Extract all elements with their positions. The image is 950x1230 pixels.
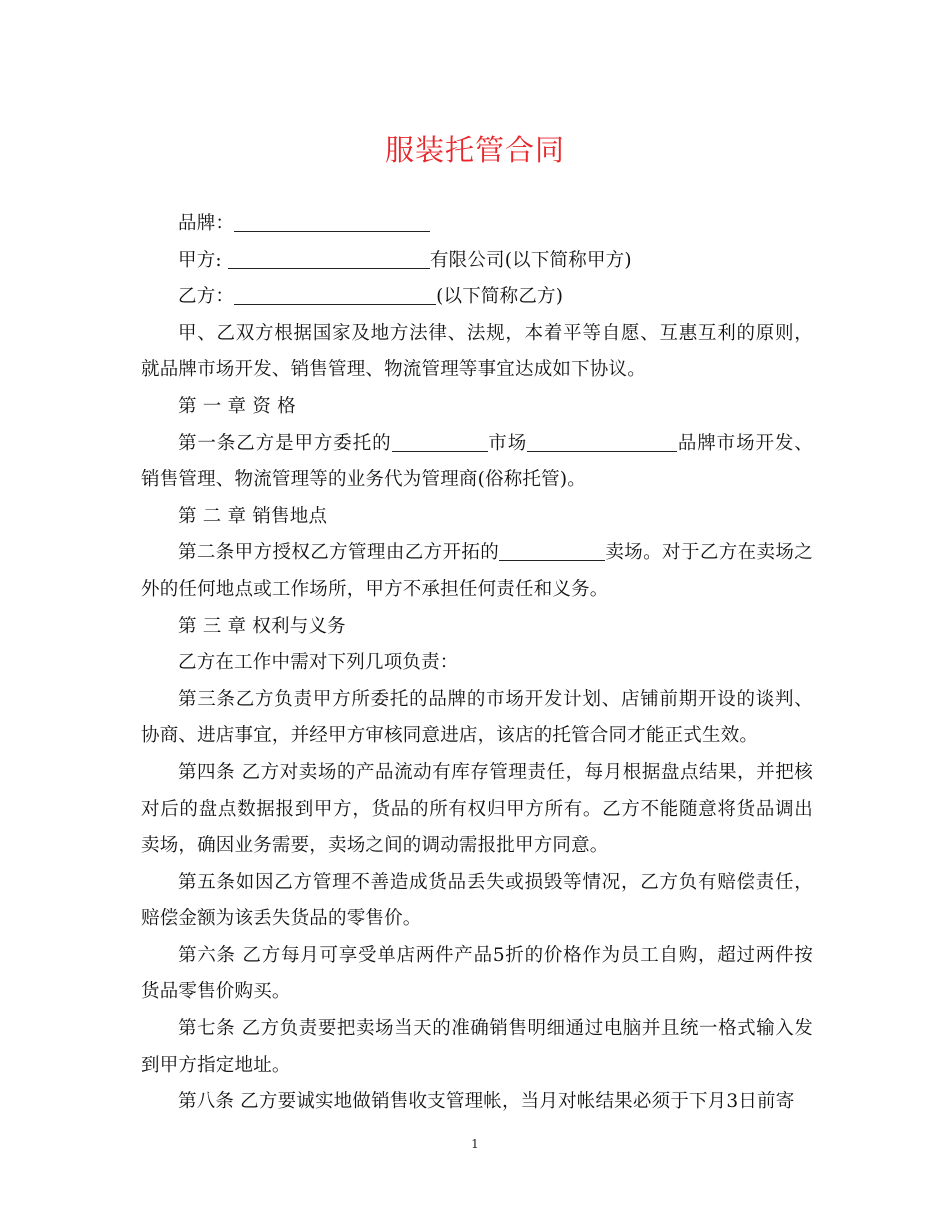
article-8: 第八条 乙方要诚实地做销售收支管理帐，当月对帐结果必须于下月3日前寄 bbox=[178, 1091, 795, 1113]
article-1-text-c: 品牌市场开发、销售管理、物流管理等的业务代为管理商(俗称托管)。 bbox=[141, 432, 814, 491]
party-a-suffix: 有限公司(以下简称甲方) bbox=[429, 249, 632, 271]
party-b-blank bbox=[234, 284, 436, 305]
page-number: 1 bbox=[471, 1137, 479, 1151]
article-4: 第四条 乙方对卖场的产品流动有库存管理责任，每月根据盘点结果，并把核对后的盘点数据报到甲方，货品的所有权归甲方所有。乙方不能随意将货品调出卖场，确因业务需要，卖场之间的调动需报批甲方同意。 bbox=[141, 761, 813, 857]
party-a-blank bbox=[228, 248, 430, 269]
duty-intro: 乙方在工作中需对下列几项负责： bbox=[178, 652, 459, 674]
article-3: 第三条乙方负责甲方所委托的品牌的市场开发计划、店铺前期开设的谈判、协商、进店事宜，并经甲方审核同意进店，该店的托管合同才能正式生效。 bbox=[141, 688, 813, 747]
brand-label: 品牌： bbox=[178, 213, 235, 234]
document-body bbox=[141, 206, 813, 1121]
article-2-text-a: 第二条甲方授权乙方管理由乙方开拓的 bbox=[178, 542, 500, 564]
article-7: 第七条 乙方负责要把卖场当天的准确销售明细通过电脑并且统一格式输入发到甲方指定地址。 bbox=[141, 1018, 813, 1076]
article-1-text-b: 市场 bbox=[487, 432, 528, 454]
article-2-text-b: 卖场。对于乙方在卖场之外的任何地点或工作场所，甲方不承担任何责任和义务。 bbox=[141, 542, 814, 600]
party-b-line bbox=[141, 279, 813, 316]
intro-paragraph: 甲、乙双方根据国家及地方法律、法规，本着平等自愿、互惠互利的原则，就品牌市场开发、销售管理、物流管理等事宜达成如下协议。 bbox=[141, 322, 813, 381]
brand-line bbox=[141, 206, 813, 243]
document-title: 服装托管合同 bbox=[384, 133, 565, 167]
store-blank bbox=[499, 540, 605, 561]
article-6: 第六条 乙方每月可享受单店两件产品5折的价格作为员工自购，超过两件按货品零售价购买。 bbox=[141, 944, 813, 1003]
article-2 bbox=[141, 535, 813, 608]
party-b-label: 乙方： bbox=[178, 286, 235, 308]
chapter-1-heading: 第 一 章 资 格 bbox=[178, 395, 296, 417]
brand-blank bbox=[234, 211, 430, 232]
article-1-text-a: 第一条乙方是甲方委托的 bbox=[178, 432, 392, 454]
article-5: 第五条如因乙方管理不善造成货品丢失或损毁等情况，乙方负有赔偿责任，赔偿金额为该丢失货品的零售价。 bbox=[141, 871, 813, 930]
party-b-suffix: (以下简称乙方) bbox=[436, 286, 564, 308]
brand-market-blank bbox=[527, 431, 677, 452]
party-a-label: 甲方: bbox=[178, 249, 222, 271]
article-1 bbox=[141, 426, 813, 499]
party-a-line bbox=[141, 243, 813, 280]
chapter-3-heading: 第 三 章 权利与义务 bbox=[178, 615, 346, 637]
chapter-2-heading: 第 二 章 销售地点 bbox=[178, 505, 328, 527]
market-blank bbox=[392, 431, 488, 452]
